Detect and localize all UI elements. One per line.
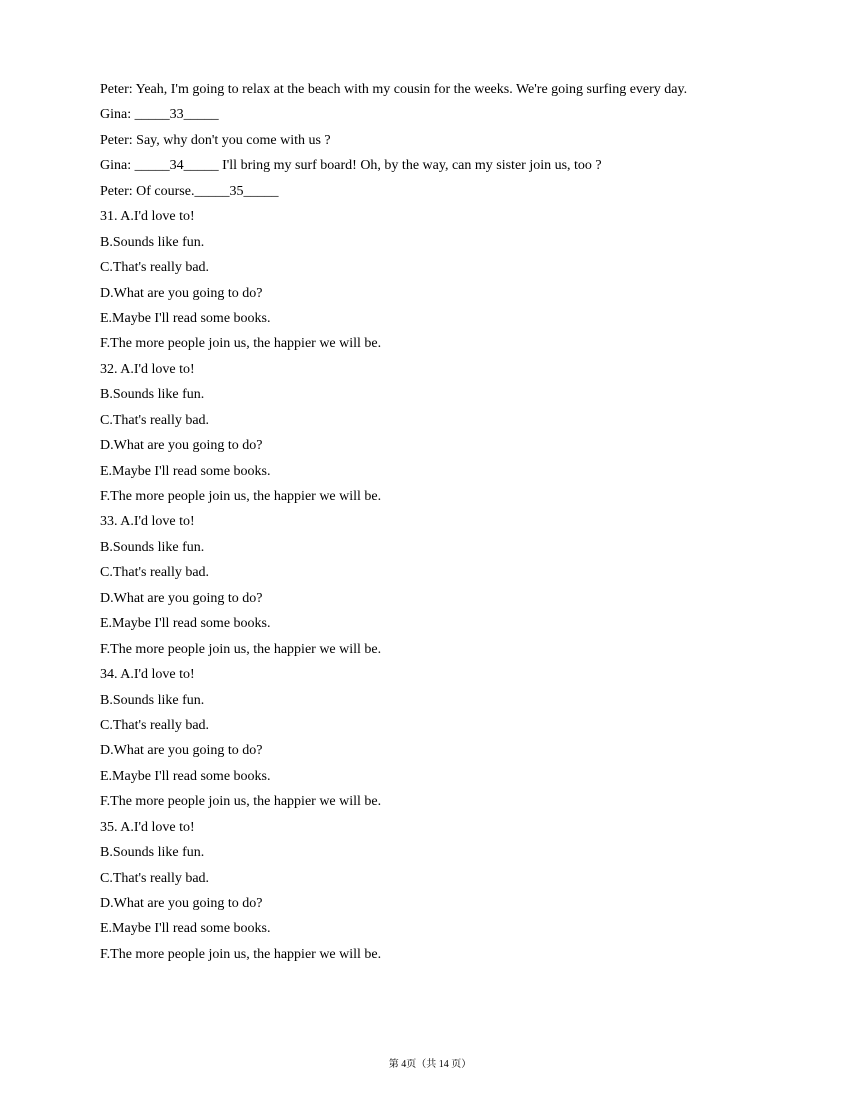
- question-35-option-f: F.The more people join us, the happier we will be.: [100, 946, 382, 962]
- dialogue-line-peter-3: Peter: Of course._____35_____: [100, 183, 279, 199]
- question-31-option-c: C.That's really bad.: [100, 260, 210, 276]
- question-32-option-c: C.That's really bad.: [100, 412, 210, 428]
- dialogue-line-gina-1: Gina: _____33_____: [100, 107, 219, 123]
- question-32: [100, 357, 780, 510]
- dialogue-section: [100, 77, 780, 204]
- question-35-option-a: [100, 815, 780, 840]
- question-34-option-d: D.What are you going to do?: [100, 743, 263, 759]
- question-33-option-d: D.What are you going to do?: [100, 590, 263, 606]
- question-34-option-e: E.Maybe I'll read some books.: [100, 768, 271, 784]
- question-34-option-f: F.The more people join us, the happier we will be.: [100, 794, 382, 810]
- option-text: A.I'd love to!: [120, 361, 195, 377]
- option-text: A.I'd love to!: [120, 819, 195, 835]
- question-33-option-a: [100, 509, 780, 534]
- question-33-option-e: E.Maybe I'll read some books.: [100, 616, 271, 632]
- question-31-option-f: F.The more people join us, the happier we will be.: [100, 336, 382, 352]
- question-34: [100, 662, 780, 815]
- question-number: 32.: [100, 361, 118, 377]
- question-31-option-e: E.Maybe I'll read some books.: [100, 310, 271, 326]
- dialogue-line-gina-2: Gina: _____34_____ I'll bring my surf board! Oh, by the way, can my sister join us, too ?: [100, 158, 602, 174]
- question-31-option-a: [100, 204, 780, 229]
- question-34-option-b: B.Sounds like fun.: [100, 692, 205, 708]
- question-33-option-b: B.Sounds like fun.: [100, 539, 205, 555]
- option-text: A.I'd love to!: [120, 209, 195, 225]
- document-body: [100, 77, 780, 967]
- question-35-option-d: D.What are you going to do?: [100, 896, 263, 911]
- option-text: A.I'd love to!: [120, 514, 195, 530]
- question-33-option-f: F.The more people join us, the happier we will be.: [100, 641, 382, 657]
- question-35-option-c: C.That's really bad.: [100, 870, 210, 886]
- question-31-option-d: D.What are you going to do?: [100, 285, 263, 301]
- question-33-option-c: C.That's really bad.: [100, 565, 210, 581]
- question-32-option-b: B.Sounds like fun.: [100, 387, 205, 403]
- question-31: [100, 204, 780, 357]
- dialogue-line-peter-2: Peter: Say, why don't you come with us ?: [100, 132, 331, 148]
- question-33: [100, 509, 780, 662]
- question-35-option-e: E.Maybe I'll read some books.: [100, 921, 271, 937]
- question-34-option-a: [100, 662, 780, 687]
- question-number: 33.: [100, 514, 118, 530]
- question-number: 31.: [100, 209, 118, 225]
- dialogue-line-peter-1: Peter: Yeah, I'm going to relax at the beach with my cousin for the weeks. We're going surfing every day.: [100, 82, 688, 97]
- question-35-option-b: B.Sounds like fun.: [100, 845, 205, 861]
- question-32-option-e: E.Maybe I'll read some books.: [100, 463, 271, 479]
- question-32-option-f: F.The more people join us, the happier we will be.: [100, 489, 382, 504]
- question-number: 35.: [100, 819, 118, 835]
- question-35: [100, 815, 780, 968]
- page-footer: 第 4页（共 14 页）: [388, 1059, 472, 1070]
- question-number: 34.: [100, 667, 118, 683]
- question-34-option-c: C.That's really bad.: [100, 717, 210, 733]
- question-32-option-d: D.What are you going to do?: [100, 438, 263, 454]
- question-31-option-b: B.Sounds like fun.: [100, 234, 205, 250]
- question-32-option-a: [100, 357, 780, 382]
- option-text: A.I'd love to!: [120, 667, 195, 683]
